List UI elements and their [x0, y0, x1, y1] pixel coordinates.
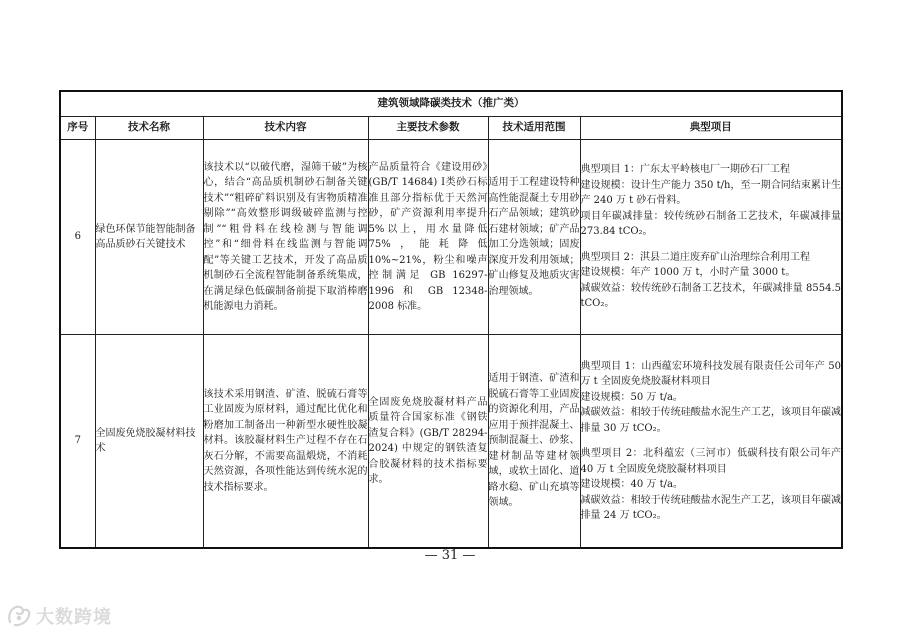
- row-projects: [580, 335, 842, 549]
- col-header-seq: 序号: [60, 117, 95, 140]
- col-header-params: 主要技术参数: [368, 117, 488, 140]
- col-header-name: 技术名称: [95, 117, 203, 140]
- watermark: [6, 602, 112, 630]
- row-tech-params: 产品质量符合《建设用砂》(GB/T 14684) I类砂石标准且部分指标优于天然河砂，矿产资源利用率提升 5%以上，用水量降低 75%，能耗降低 10%~21%，粉尘和噪声控制满足 GB 16297-1996 和 GB 12348-2008 标准。: [368, 140, 488, 335]
- page-number: — 31 —: [424, 548, 476, 563]
- project-entry: 典型项目 1：广东太平岭核电厂一期砂石厂工程 建设规模：设计生产能力 350 t/h，至一期合同结束累计生产 240 万 t 砂石骨料。 项目年碳减排量：较传统砂石制备工艺技术，年碳减排量 273.84 tCO₂。: [580, 164, 842, 238]
- table-row: [60, 140, 842, 335]
- row-tech-name: 全固废免烧胶凝材料技术: [95, 335, 203, 549]
- row-projects: [580, 140, 842, 335]
- row-seq: 6: [60, 140, 95, 335]
- col-header-scope: 技术适用范围: [488, 117, 580, 140]
- watermark-text: 大数跨境: [36, 607, 112, 628]
- table-banner: 建筑领域降碳类技术（推广类）: [60, 91, 842, 117]
- project-entry: 典型项目 2：淇县二道庄废弃矿山治理综合利用工程 建设规模：年产 1000 万 t，小时产量 3000 t。 减碳效益：较传统砂石制备工艺技术，年碳减排量 8554.5 tCO₂。: [580, 251, 842, 310]
- technology-table: [59, 90, 843, 549]
- project-entry: 典型项目 1：山西蕴宏环境科技发展有限责任公司年产 50 万 t 全固废免烧胶凝材料项目 建设规模：50 万 t/a。 减碳效益：相较于传统硅酸盐水泥生产工艺，该项目年碳减排量 30 万 tCO₂。: [580, 360, 842, 434]
- col-header-projects: 典型项目: [580, 117, 842, 140]
- row-seq: 7: [60, 335, 95, 549]
- col-header-content: 技术内容: [203, 117, 368, 140]
- row-tech-scope: 适用于工程建设特种高性能混凝土专用砂石产品领域；建筑砂石建材领域；矿产品加工分选领域；固废深度开发利用领域；矿山修复及地质灾害治理领域。: [488, 140, 580, 335]
- project-entry: 典型项目 2：北科蕴宏（三河市）低碳科技有限公司年产 40 万 t 全固废免烧胶凝材料项目 建设规模：40 万 t/a。 减碳效益：相较于传统硅酸盐水泥生产工艺，该项目年碳减排量 24 万 tCO₂。: [580, 448, 842, 521]
- row-tech-scope: 适用于钢渣、矿渣和脱硫石膏等工业固废的资源化利用，产品应用于预拌混凝土、预制混凝土、砂浆、建材制品等建材领域，或软土固化、道路水稳、矿山充填等领域。: [488, 335, 580, 549]
- row-tech-content: 该技术以“以破代磨，湿筛干破”为核心，结合“高品质机制砂石制备关键技术”“粗碎矿料识别及有害物质精准剔除”“高效整形调级破碎监测与控制”“粗骨料在线检测与智能调控”和“细骨料在线监测与智能调配”等关键工艺技术，开发了高品质机制砂石全流程智能制备系统集成，在满足绿色低碳制备前提下取消棒磨机能源电力消耗。: [203, 140, 368, 335]
- brand-logo-icon: [6, 604, 32, 628]
- row-tech-name: 绿色环保节能智能制备高品质砂石关键技术: [95, 140, 203, 335]
- row-tech-params: 全固废免烧胶凝材料产品质量符合国家标准《钢铁渣复合料》(GB/T 28294-2024) 中规定的钢铁渣复合胶凝材料的技术指标要求。: [368, 335, 488, 549]
- table-header-row: [60, 117, 842, 140]
- table-row: [60, 335, 842, 549]
- row-tech-content: 该技术采用钢渣、矿渣、脱硫石膏等工业固废为原材料，通过配比优化和粉磨加工制备出一种新型水硬性胶凝材料。该胶凝材料生产过程不存在石灰石分解，不需要高温煅烧，不消耗天然资源，各项性能达到传统水泥的技术指标要求。: [203, 335, 368, 549]
